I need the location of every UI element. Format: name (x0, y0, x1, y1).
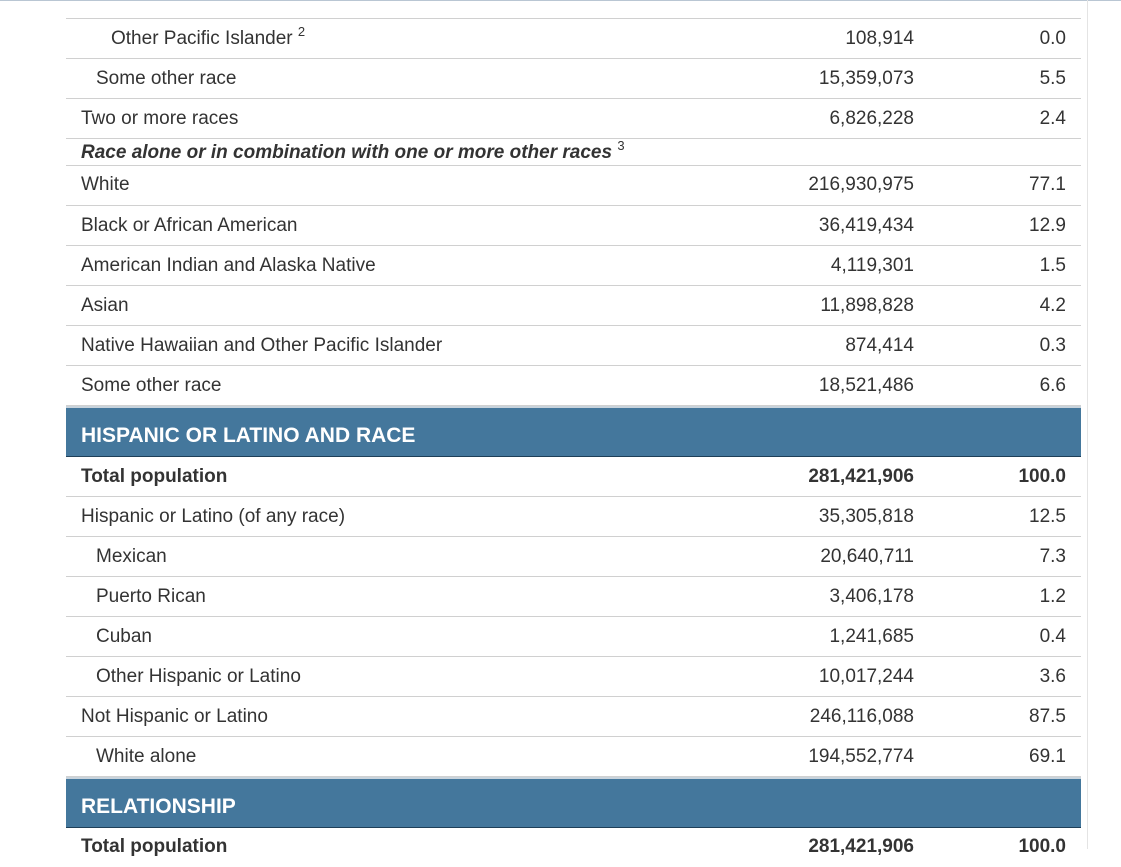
table-row (66, 366, 1081, 406)
row-label: Asian (81, 295, 129, 316)
row-percent: 0.4 (1039, 626, 1066, 647)
table-row (66, 657, 1081, 697)
table-row (66, 737, 1081, 777)
row-percent: 4.2 (1039, 295, 1066, 316)
row-label: Other Pacific Islander $^2$ (111, 24, 306, 49)
row-label: Some other race (81, 375, 222, 396)
row-value: 6,826,228 (829, 108, 914, 129)
table-row (66, 286, 1081, 326)
footnote-marker[interactable]: 3 (617, 138, 625, 153)
table-row (66, 497, 1081, 537)
row-value: 11,898,828 (820, 295, 914, 316)
table-row (66, 697, 1081, 737)
section-title: RELATIONSHIP (81, 795, 236, 818)
row-value: 281,421,906 (808, 836, 914, 857)
row-label: White (81, 174, 130, 195)
page-right-border (1087, 0, 1088, 849)
row-label: Total population (81, 836, 228, 857)
section-header-relationship (66, 777, 1081, 828)
row-value: 20,640,711 (820, 546, 914, 567)
table-row (66, 0, 1081, 19)
table-row (66, 326, 1081, 366)
row-value: 194,552,774 (808, 746, 914, 767)
row-label: Other Hispanic or Latino (96, 666, 301, 687)
table-row (66, 206, 1081, 246)
row-percent: 12.9 (1029, 215, 1066, 236)
table-row (66, 166, 1081, 206)
row-label: Hispanic or Latino (of any race) (81, 506, 346, 527)
row-label: Native Hawaiian and Other Pacific Islander (81, 335, 443, 356)
row-label: Some other race (96, 68, 237, 89)
row-label: Total population (81, 466, 228, 487)
row-percent: 5.5 (1039, 68, 1066, 89)
row-value: 18,521,486 (818, 375, 914, 396)
row-value: 216,930,975 (808, 174, 914, 195)
row-value: 1,241,685 (829, 626, 914, 647)
table-row (66, 246, 1081, 286)
row-label: Not Hispanic or Latino (81, 706, 268, 727)
row-value: 246,116,088 (809, 706, 914, 727)
section-header-hispanic (66, 406, 1081, 457)
row-percent: 100.0 (1018, 836, 1066, 857)
row-label: Black or African American (81, 215, 298, 236)
row-label: Two or more races (81, 108, 239, 129)
footnote-marker[interactable]: 2 (297, 24, 306, 39)
row-percent: 7.3 (1039, 546, 1066, 567)
row-label: White alone (96, 746, 197, 767)
row-percent: 87.5 (1029, 706, 1066, 727)
row-label: American Indian and Alaska Native (81, 255, 376, 276)
row-value: 15,359,073 (818, 68, 914, 89)
row-value: 281,421,906 (808, 466, 914, 487)
row-label: Mexican (96, 546, 167, 567)
table-row (66, 577, 1081, 617)
table-row (66, 537, 1081, 577)
row-percent: 1.5 (1039, 255, 1066, 276)
subheading-label: Race alone or in combination with one or more other races $^3$ (81, 138, 625, 163)
row-percent: 0.0 (1039, 28, 1066, 49)
census-table (66, 0, 1081, 867)
row-value: 874,414 (845, 335, 914, 356)
row-label: Cuban (96, 626, 152, 647)
table-row (66, 99, 1081, 139)
row-percent: 0.3 (1039, 335, 1066, 356)
row-percent: 69.1 (1029, 746, 1066, 767)
table-row (66, 457, 1081, 497)
table-row (66, 617, 1081, 657)
row-label: Puerto Rican (96, 586, 206, 607)
row-percent: 3.6 (1039, 666, 1066, 687)
table-subheading (66, 139, 1081, 166)
row-percent: 12.5 (1029, 506, 1066, 527)
row-value: 10,017,244 (818, 666, 914, 687)
section-title: HISPANIC OR LATINO AND RACE (81, 424, 416, 447)
row-value: 4,119,301 (830, 255, 914, 276)
row-value: 108,914 (845, 28, 914, 49)
table-row (66, 19, 1081, 59)
table-row (66, 828, 1081, 867)
row-value: 35,305,818 (818, 506, 914, 527)
row-percent: 77.1 (1029, 174, 1066, 195)
row-value: 3,406,178 (829, 586, 914, 607)
row-value: 36,419,434 (818, 215, 914, 236)
row-percent: 2.4 (1039, 108, 1066, 129)
table-row (66, 59, 1081, 99)
row-percent: 6.6 (1039, 375, 1066, 396)
row-percent: 100.0 (1018, 466, 1066, 487)
row-percent: 1.2 (1039, 586, 1066, 607)
